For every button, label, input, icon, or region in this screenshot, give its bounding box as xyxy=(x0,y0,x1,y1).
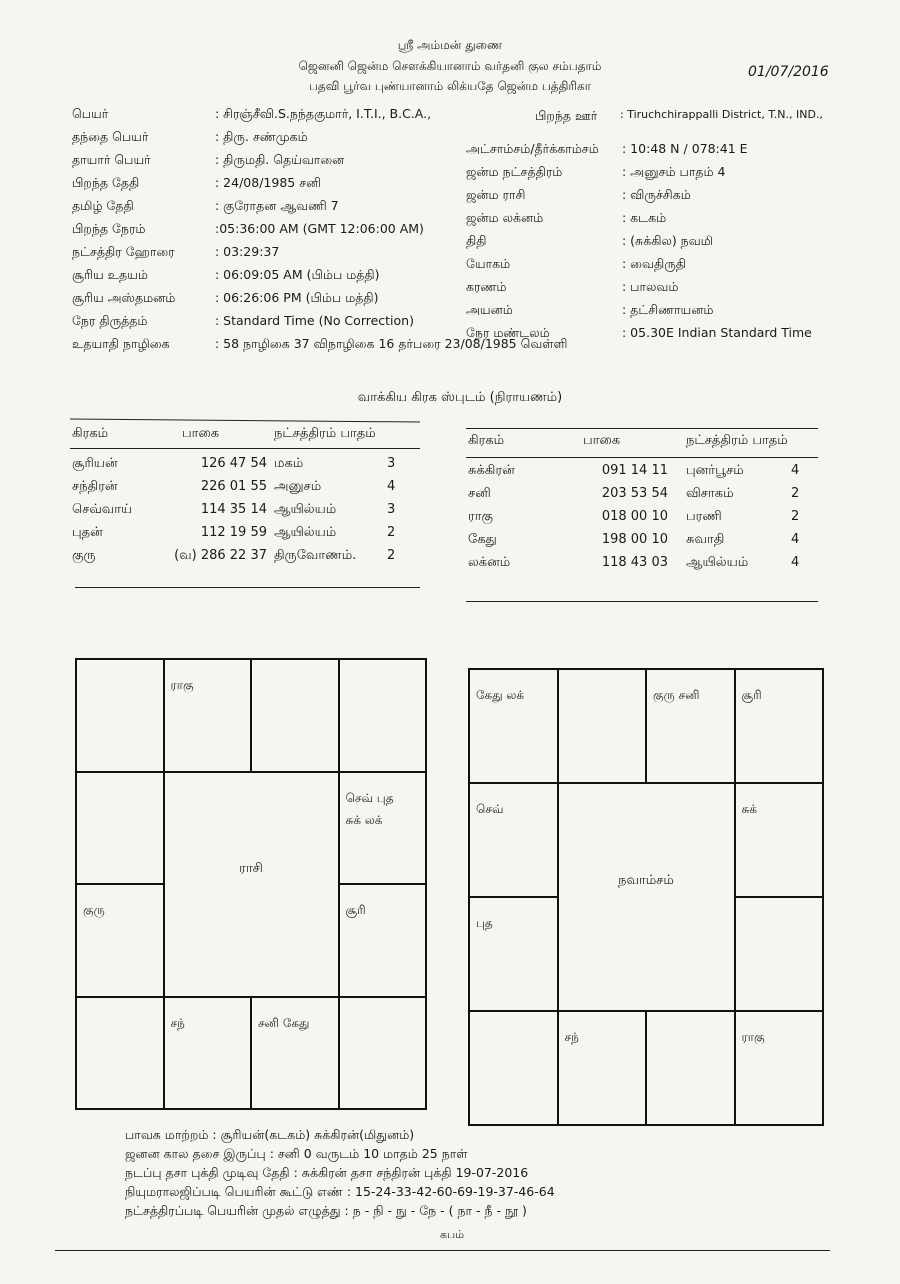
navamsa-chart xyxy=(468,668,824,1126)
planet-star: அனுசம் xyxy=(274,479,322,494)
planet-name: கேது xyxy=(468,532,497,547)
detail-value: : அனுசம் பாதம் 4 xyxy=(622,164,726,179)
planet-star: மகம் xyxy=(274,456,304,471)
detail-label: அயனம் xyxy=(466,302,513,317)
detail-value: : குரோதன ஆவணி 7 xyxy=(215,198,339,213)
detail-label: தந்தை பெயர் xyxy=(72,129,149,144)
header-verse-2: பதவி பூர்வ புண்யானாம் லிக்யதே ஜென்ம பத்திரிகா xyxy=(308,79,592,93)
planet-name: ராகு xyxy=(468,509,493,524)
planet-star: திருவோணம். xyxy=(274,548,357,563)
planet-degree: 203 53 54 xyxy=(601,486,668,501)
chart-house: சந் xyxy=(558,1011,647,1125)
detail-value: : 58 நாழிகை 37 விநாழிகை 16 தர்பரை 23/08/1985 வெள்ளி xyxy=(215,336,568,351)
detail-label: கரணம் xyxy=(466,279,507,294)
planet-star: ஆயில்யம் xyxy=(274,502,337,517)
detail-value: : (சுக்கில) நவமி xyxy=(622,233,713,248)
footer-line: நடப்பு தசா புக்தி முடிவு தேதி : சுக்கிரன் தசா சந்திரன் புக்தி 19-07-2016 xyxy=(125,1165,529,1180)
detail-value: : 05.30E Indian Standard Time xyxy=(622,325,812,340)
column-header: கிரகம் xyxy=(468,433,505,448)
column-header: நட்சத்திரம் பாதம் xyxy=(274,426,376,441)
planet-name: சுக்கிரன் xyxy=(468,463,515,478)
detail-value: : Tiruchchirappalli District, T.N., IND., xyxy=(620,108,823,121)
detail-value: : திருமதி. தெய்வானை xyxy=(215,152,345,167)
chart-house xyxy=(339,997,427,1110)
detail-label: அட்சாம்சம்/தீர்க்காம்சம் xyxy=(466,141,599,156)
detail-label: தாயார் பெயர் xyxy=(72,152,151,167)
chart-house: புத xyxy=(469,897,558,1011)
detail-value: : கடகம் xyxy=(622,210,667,225)
planet-pada: 3 xyxy=(387,456,396,471)
detail-value: : வைதிருதி xyxy=(622,256,687,271)
column-header: பாகை xyxy=(583,433,621,448)
detail-value: : Standard Time (No Correction) xyxy=(215,313,414,328)
planet-star: ஆயில்யம் xyxy=(274,525,337,540)
chart-house: சுக் xyxy=(735,783,824,897)
detail-value: : விருச்சிகம் xyxy=(622,187,691,202)
chart-house xyxy=(339,659,427,772)
chart-house: குரு சனி xyxy=(646,669,735,783)
planet-degree: 114 35 14 xyxy=(200,502,267,517)
detail-label: பெயர் xyxy=(72,106,109,121)
planet-pada: 2 xyxy=(387,525,396,540)
chart-house xyxy=(646,1011,735,1125)
detail-label: யோகம் xyxy=(466,256,511,271)
planet-star: பரணி xyxy=(686,509,722,524)
detail-label: உதயாதி நாழிகை xyxy=(72,336,170,351)
chart-house: குரு xyxy=(76,884,164,997)
planet-pada: 4 xyxy=(387,479,396,494)
planet-name: சனி xyxy=(468,486,491,501)
footer-line: நட்சத்திரப்படி பெயரின் முதல் எழுத்து : ந - நி - நு - நே - ( நா - நீ - நூ ) xyxy=(125,1203,527,1218)
divider xyxy=(70,418,420,422)
footer-line: நியுமராலஜிப்படி பெயரின் கூட்டு எண் : 15-24-33-42-60-69-19-37-46-64 xyxy=(125,1184,555,1199)
planet-name: செவ்வாய் xyxy=(72,502,133,517)
planet-star: புனர்பூசம் xyxy=(686,463,744,478)
detail-value: : திரு. சண்முகம் xyxy=(215,129,308,144)
detail-value: : 10:48 N / 078:41 E xyxy=(622,141,748,156)
detail-value: : பாலவம் xyxy=(622,279,679,294)
planet-pada: 3 xyxy=(387,502,396,517)
detail-label: தமிழ் தேதி xyxy=(72,198,134,213)
detail-label: ஜன்ம லக்னம் xyxy=(466,210,544,225)
detail-label: பிறந்த ஊர் xyxy=(535,108,598,123)
planet-degree: 118 43 03 xyxy=(601,555,668,570)
header-verse-1: ஜெனனி ஜென்ம சௌக்கியானாம் வர்தனி குல சம்பதாம் xyxy=(298,59,602,73)
document-date: 01/07/2016 xyxy=(748,64,829,80)
rasi-chart xyxy=(75,658,427,1110)
chart-title: ராசி xyxy=(164,772,339,997)
detail-label: சூரிய அஸ்தமனம் xyxy=(72,290,176,305)
planet-name: சந்திரன் xyxy=(72,479,118,494)
detail-value: : 06:09:05 AM (பிம்ப மத்தி) xyxy=(215,267,380,282)
column-header: பாகை xyxy=(182,426,220,441)
detail-value: : தட்சிணாயனம் xyxy=(622,302,714,317)
detail-value: :05:36:00 AM (GMT 12:06:00 AM) xyxy=(215,221,424,236)
chart-house: ராகு xyxy=(735,1011,824,1125)
planet-star: சுவாதி xyxy=(686,532,725,547)
chart-house: ராகு xyxy=(164,659,252,772)
divider xyxy=(466,457,818,458)
detail-value: : சிரஞ்சீவி.S.நந்தகுமார், I.T.I., B.C.A., xyxy=(215,106,432,121)
planet-name: லக்னம் xyxy=(468,555,511,570)
planet-star: ஆயில்யம் xyxy=(686,555,749,570)
planet-pada: 4 xyxy=(791,555,800,570)
divider xyxy=(466,601,818,602)
chart-house xyxy=(558,669,647,783)
planet-pada: 2 xyxy=(791,486,800,501)
chart-house: சூரி xyxy=(339,884,427,997)
planet-degree: 198 00 10 xyxy=(601,532,668,547)
detail-label: பிறந்த தேதி xyxy=(72,175,140,190)
chart-house: செவ் புத சுக் லக் xyxy=(339,772,427,885)
planet-pada: 2 xyxy=(791,509,800,524)
detail-label: ஜன்ம ராசி xyxy=(466,187,526,202)
column-header: நட்சத்திரம் பாதம் xyxy=(686,433,788,448)
planet-degree: 091 14 11 xyxy=(601,463,668,478)
detail-label: நேர மண்டலம் xyxy=(466,325,550,340)
detail-label: பிறந்த நேரம் xyxy=(72,221,146,236)
chart-house xyxy=(735,897,824,1011)
divider xyxy=(70,448,420,449)
planet-degree: (வ) 286 22 37 xyxy=(174,548,267,563)
planet-pada: 4 xyxy=(791,463,800,478)
invocation-line: ஸ்ரீ அம்மன் துணை xyxy=(397,38,503,52)
footer-sub: கபம் xyxy=(440,1228,465,1241)
planet-degree: 112 19 59 xyxy=(200,525,267,540)
divider xyxy=(466,428,818,429)
detail-value: : 03:29:37 xyxy=(215,244,280,259)
planet-name: சூரியன் xyxy=(72,456,118,471)
footer-line: ஜனன கால தசை இருப்பு : சனி 0 வருடம் 10 மாதம் 25 நாள் xyxy=(125,1146,468,1161)
detail-value: : 24/08/1985 சனி xyxy=(215,175,322,190)
planet-name: குரு xyxy=(72,548,96,563)
detail-label: ஜன்ம நட்சத்திரம் xyxy=(466,164,563,179)
detail-label: திதி xyxy=(466,233,487,248)
chart-house xyxy=(76,997,164,1110)
chart-house: சூரி xyxy=(735,669,824,783)
detail-label: சூரிய உதயம் xyxy=(72,267,148,282)
chart-house: சனி கேது xyxy=(251,997,339,1110)
chart-title: நவாம்சம் xyxy=(558,783,735,1011)
chart-house xyxy=(76,772,164,885)
planet-degree: 226 01 55 xyxy=(200,479,267,494)
chart-house xyxy=(251,659,339,772)
chart-house xyxy=(76,659,164,772)
detail-label: நேர திருத்தம் xyxy=(72,313,148,328)
planet-pada: 2 xyxy=(387,548,396,563)
detail-label: நட்சத்திர ஹோரை xyxy=(72,244,175,259)
chart-house: சந் xyxy=(164,997,252,1110)
chart-house: செவ் xyxy=(469,783,558,897)
planet-degree: 126 47 54 xyxy=(200,456,267,471)
footer-line: பாவக மாற்றம் : சூரியன்(கடகம்) சுக்கிரன்(மிதுனம்) xyxy=(125,1127,415,1142)
detail-value: : 06:26:06 PM (பிம்ப மத்தி) xyxy=(215,290,379,305)
chart-house xyxy=(469,1011,558,1125)
planet-name: புதன் xyxy=(72,525,103,540)
planet-star: விசாகம் xyxy=(686,486,734,501)
planet-pada: 4 xyxy=(791,532,800,547)
divider xyxy=(55,1250,830,1251)
column-header: கிரகம் xyxy=(72,426,109,441)
chart-house: கேது லக் xyxy=(469,669,558,783)
planet-table-title: வாக்கிய கிரக ஸ்புடம் (நிராயணம்) xyxy=(357,390,563,405)
divider xyxy=(75,587,420,588)
planet-degree: 018 00 10 xyxy=(601,509,668,524)
